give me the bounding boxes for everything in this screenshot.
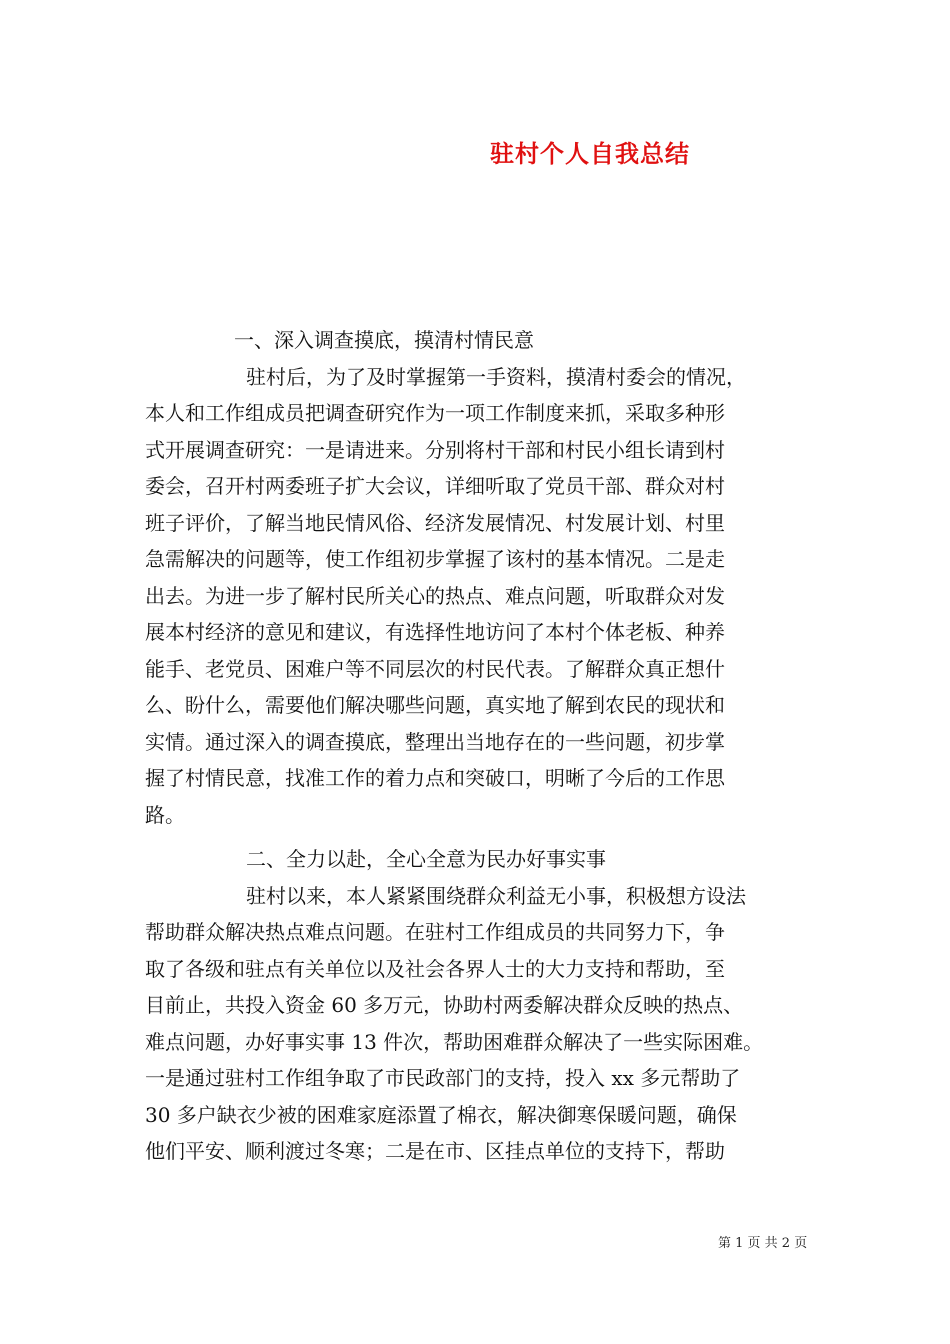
page-number: 第 1 页 共 2 页 bbox=[718, 1236, 808, 1251]
paragraph-line: 目前止，共投入资金 60 多万元，协助村两委解决群众反映的热点、 bbox=[145, 993, 744, 1017]
paragraph-line: 实情。通过深入的调查摸底，整理出当地存在的一些问题，初步掌 bbox=[145, 730, 725, 754]
paragraph-line: 急需解决的问题等，使工作组初步掌握了该村的基本情况。二是走 bbox=[145, 547, 725, 571]
paragraph-line: 帮助群众解决热点难点问题。在驻村工作组成员的共同努力下，争 bbox=[145, 920, 725, 944]
paragraph-line: 握了村情民意，找准工作的着力点和突破口，明晰了今后的工作思 bbox=[145, 766, 725, 790]
paragraph-line: 展本村经济的意见和建议，有选择性地访问了本村个体老板、种养 bbox=[145, 620, 725, 644]
paragraph-line: 能手、老党员、困难户等不同层次的村民代表。了解群众真正想什 bbox=[145, 657, 725, 681]
paragraph-line: 驻村后，为了及时掌握第一手资料，摸清村委会的情况， bbox=[246, 365, 746, 389]
paragraph-line: 班子评价，了解当地民情风俗、经济发展情况、村发展计划、村里 bbox=[145, 511, 725, 535]
section-heading: 一、深入调查摸底，摸清村情民意 bbox=[234, 328, 534, 352]
paragraph-line: 难点问题，办好事实事 13 件次，帮助困难群众解决了一些实际困难。 bbox=[145, 1030, 764, 1054]
document-title: 驻村个人自我总结 bbox=[490, 139, 690, 168]
paragraph-line: 委会，召开村两委班子扩大会议，详细听取了党员干部、群众对村 bbox=[145, 474, 725, 498]
paragraph-line: 驻村以来，本人紧紧围绕群众利益无小事，积极想方设法 bbox=[246, 884, 746, 908]
paragraph-line: 出去。为进一步了解村民所关心的热点、难点问题，听取群众对发 bbox=[145, 584, 725, 608]
paragraph-line: 路。 bbox=[145, 803, 185, 827]
paragraph-line: 一是通过驻村工作组争取了市民政部门的支持，投入 xx 多元帮助了 bbox=[145, 1066, 741, 1090]
paragraph-line: 30 多户缺衣少被的困难家庭添置了棉衣，解决御寒保暖问题，确保 bbox=[145, 1103, 737, 1127]
paragraph-line: 他们平安、顺利渡过冬寒；二是在市、区挂点单位的支持下，帮助 bbox=[145, 1139, 725, 1163]
paragraph-line: 本人和工作组成员把调查研究作为一项工作制度来抓，采取多种形 bbox=[145, 401, 725, 425]
section-heading: 二、全力以赴，全心全意为民办好事实事 bbox=[246, 847, 606, 871]
paragraph-line: 式开展调查研究：一是请进来。分别将村干部和村民小组长请到村 bbox=[145, 438, 725, 462]
paragraph-line: 么、盼什么，需要他们解决哪些问题，真实地了解到农民的现状和 bbox=[145, 693, 725, 717]
paragraph-line: 取了各级和驻点有关单位以及社会各界人士的大力支持和帮助，至 bbox=[145, 957, 725, 981]
